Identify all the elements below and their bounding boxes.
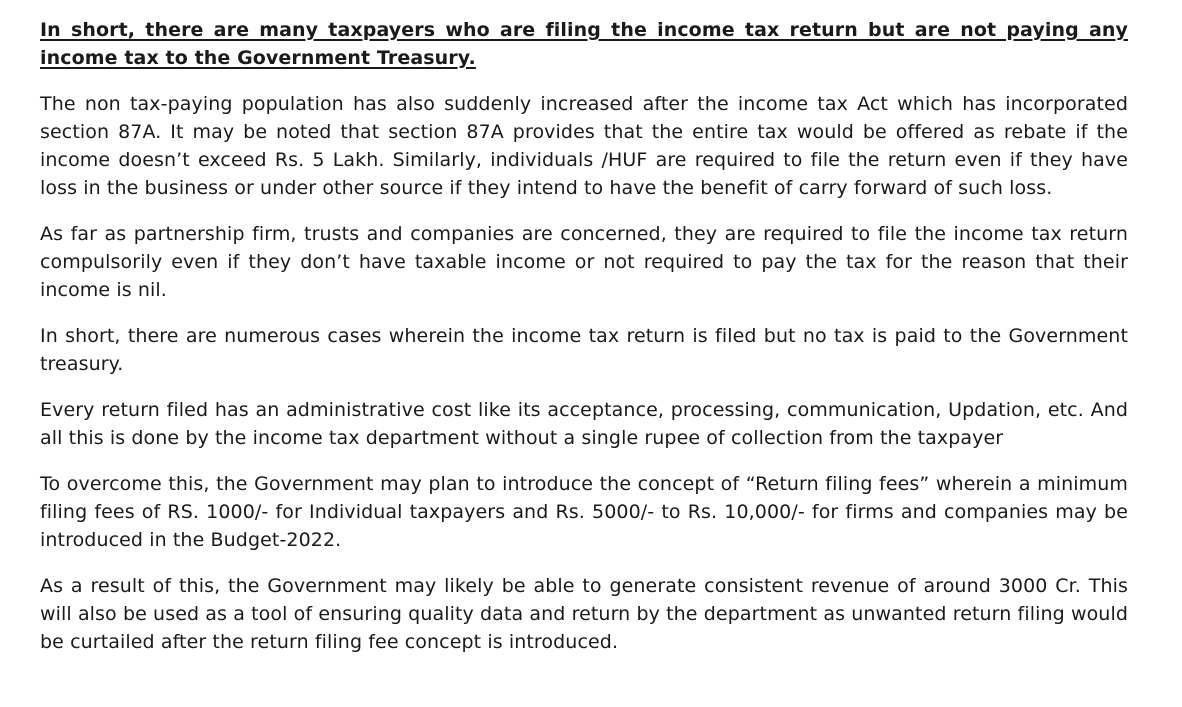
article-body: [40, 16, 1128, 674]
paragraph-revenue-outcome: As a result of this, the Government may likely be able to generate consistent revenue of around 3000 Cr. This will also be used as a tool of ensuring quality data and return by the department as unwanted return filing would be curtailed after the return filing fee concept is introduced.: [40, 575, 1128, 653]
lead-paragraph: In short, there are many taxpayers who are filing the income tax return but are not paying any income tax to the Government Treasury.: [40, 19, 1128, 69]
paragraph-section-87a: The non tax-paying population has also suddenly increased after the income tax Act which has incorporated section 87A. It may be noted that section 87A provides that the entire tax would be offered as rebate if the income doesn’t exceed Rs. 5 Lakh. Similarly, individuals /HUF are required to file the return even if they have loss in the business or under other source if they intend to have the benefit of carry forward of such loss.: [40, 93, 1128, 199]
paragraph-numerous-cases: In short, there are numerous cases wherein the income tax return is filed but no tax is paid to the Government treasury.: [40, 325, 1128, 375]
paragraph-partnership-firms: As far as partnership firm, trusts and companies are concerned, they are required to file the income tax return compulsorily even if they don’t have taxable income or not required to pay the tax for the reason that their income is nil.: [40, 223, 1128, 301]
paragraph-return-filing-fees: To overcome this, the Government may plan to introduce the concept of “Return filing fees” wherein a minimum filing fees of RS. 1000/- for Individual taxpayers and Rs. 5000/- to Rs. 10,000/- for firms and companies may be introduced in the Budget-2022.: [40, 473, 1128, 551]
paragraph-administrative-cost: Every return filed has an administrative cost like its acceptance, processing, communication, Updation, etc. And all this is done by the income tax department without a single rupee of collection from the taxpayer: [40, 399, 1128, 449]
